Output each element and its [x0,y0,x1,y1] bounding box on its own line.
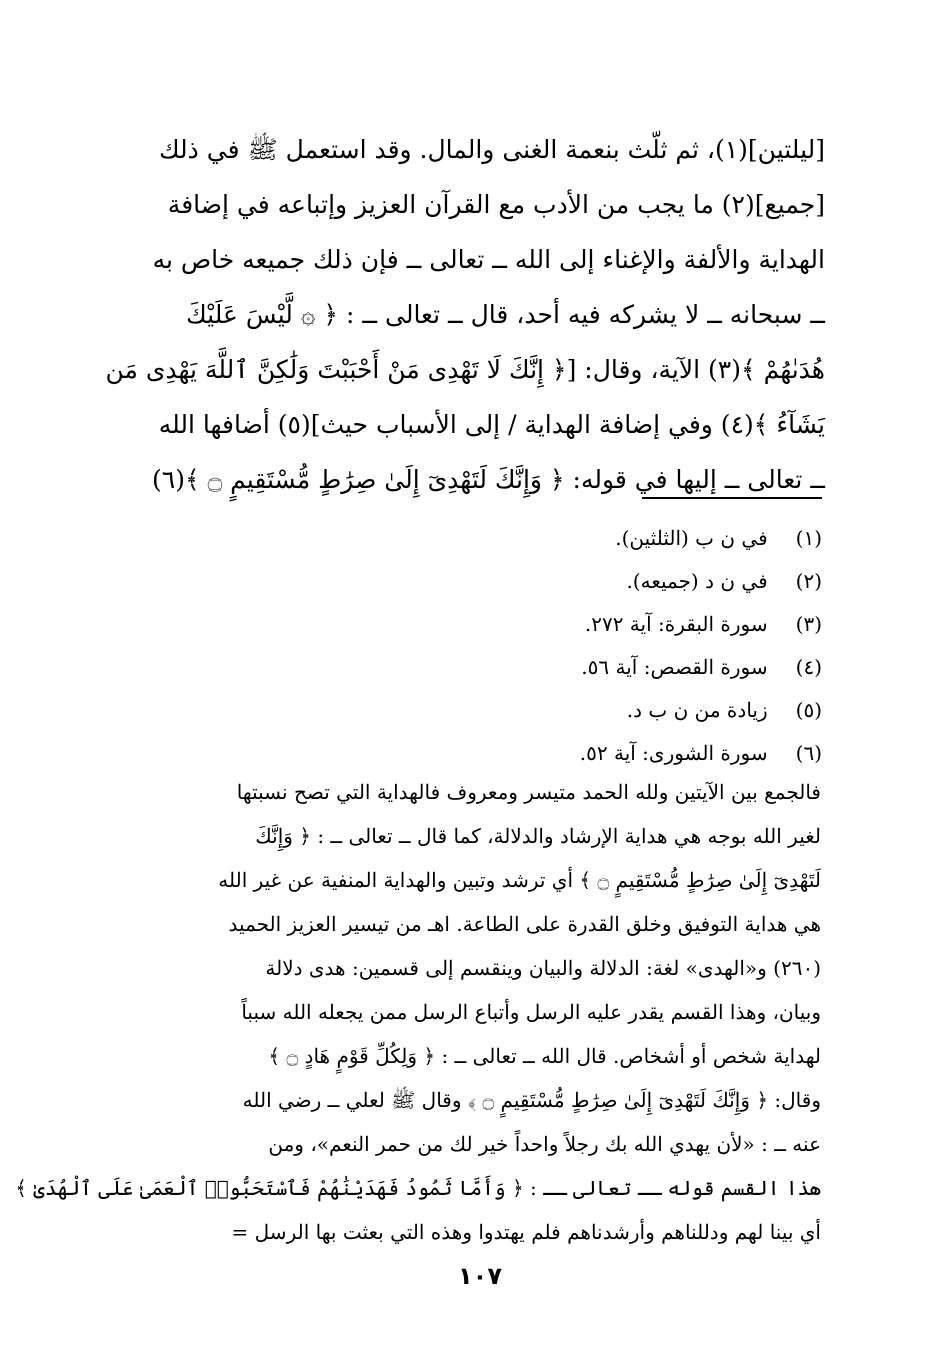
footnote-text: في ن ب (الثلثين). [615,526,768,550]
footnote-separator [642,497,822,499]
main-text-block [105,122,825,507]
commentary-line: لهداية شخص أو أشخاص. قال الله ــ تعالى ــ : ﴿ وَلِكُلِّ قَوْمٍ هَادٍ ۝ ﴾ [268,1044,821,1068]
footnote-text: سورة القصص: آية ٥٦. [581,655,768,679]
footnote-item [420,603,822,646]
commentary-line: هي هداية التوفيق وخلق القدرة على الطاعة. اهـ من تيسير العزيز الحميد [228,912,821,936]
footnote-number: (٣) [795,612,822,636]
commentary-block [15,770,821,1254]
footnote-item [420,732,822,775]
footnote-number: (٥) [795,698,822,722]
commentary-line: (٢٦٠) و«الهدى» لغة: الدلالة والبيان وينقسم إلى قسمين: هدى دلالة [265,956,821,980]
commentary-line: لغير الله بوجه هي هداية الإرشاد والدلالة، كما قال ــ تعالى ــ : ﴿ وَإِنَّكَ [255,824,821,848]
footnote-number: (٦) [795,741,822,765]
commentary-line: أي بينا لهم ودللناهم وأرشدناهم فلم يهتدوا وهذه التي بعثت بها الرسل = [231,1220,821,1244]
main-text-line: يَشَآءُ ﴾(٤) وفي إضافة الهداية / إلى الأسباب حيث](٥) أضافها الله [158,410,825,439]
commentary-line: لَتَهْدِىٓ إِلَىٰ صِرَٰطٍ مُّسْتَقِيمٍ ۝ ﴾ أي ترشد وتبين والهداية المنفية عن غير الله [218,868,821,892]
footnote-text: زيادة من ن ب د. [626,698,768,722]
footnote-text: في ن د (جميعه). [626,569,768,593]
main-text-line: الهداية والألفة والإغناء إلى الله ــ تعالى ــ فإن ذلك جميعه خاص به [152,245,825,274]
footnote-number: (٤) [795,655,822,679]
main-text-line: [جميع](٢) ما يجب من الأدب مع القرآن العزيز وإتباعه في إضافة [167,190,825,219]
page-number: ١٠٧ [458,1262,502,1290]
commentary-line: هذا القسم قوله ــ تعالى ــ : ﴿ وَأَمَّا ثَمُودُ فَهَدَيْنَٰهُمْ فَٱسْتَحَبُّوا۟ ٱلْعَمَىٰ عَلَى ٱلْهُدَىٰ ﴾ [15,1176,821,1200]
footnote-item [420,689,822,732]
footnote-text: سورة البقرة: آية ٢٧٢. [584,612,768,636]
commentary-line: وقال: ﴿ وَإِنَّكَ لَتَهْدِىٓ إِلَىٰ صِرَٰطٍ مُّسْتَقِيمٍ ۝ ﴾ وقال ﷺ لعلي ــ رضي الله [242,1088,821,1112]
footnote-item [420,517,822,560]
footnote-item [420,560,822,603]
footnote-number: (١) [795,526,822,550]
main-text-line: ــ تعالى ــ إليها في قوله: ﴿ وَإِنَّكَ لَتَهْدِىٓ إِلَىٰ صِرَٰطٍ مُّسْتَقِيمٍ ۝ ﴾(٦) [152,465,825,494]
main-text-line: ــ سبحانه ــ لا يشركه فيه أحد، قال ــ تعالى ــ : ﴿ ۞ لَّيْسَ عَلَيْكَ [186,300,825,329]
commentary-line: وبيان، وهذا القسم يقدر عليه الرسل وأتباع الرسل ممن يجعله الله سبباً [241,1000,821,1024]
footnotes-list [420,517,822,775]
footnote-text: سورة الشورى: آية ٥٢. [579,741,768,765]
main-text-line: هُدَىٰهُمْ ﴾(٣) الآية، وقال: [﴿ إِنَّكَ لَا تَهْدِى مَنْ أَحْبَبْتَ وَلَٰكِنَّ ٱللَّهَ يَهْدِى مَن [105,355,825,384]
main-text-line: [ليلتين](١)، ثم ثلّث بنعمة الغنى والمال. وقد استعمل ﷺ في ذلك [158,135,825,164]
commentary-line: فالجمع بين الآيتين ولله الحمد متيسر ومعروف فالهداية التي تصح نسبتها [236,780,821,804]
commentary-line: عنه ــ : «لأن يهدي الله بك رجلاً واحداً خير لك من حمر النعم»، ومن [268,1132,821,1156]
footnote-number: (٢) [795,569,822,593]
footnote-item [420,646,822,689]
